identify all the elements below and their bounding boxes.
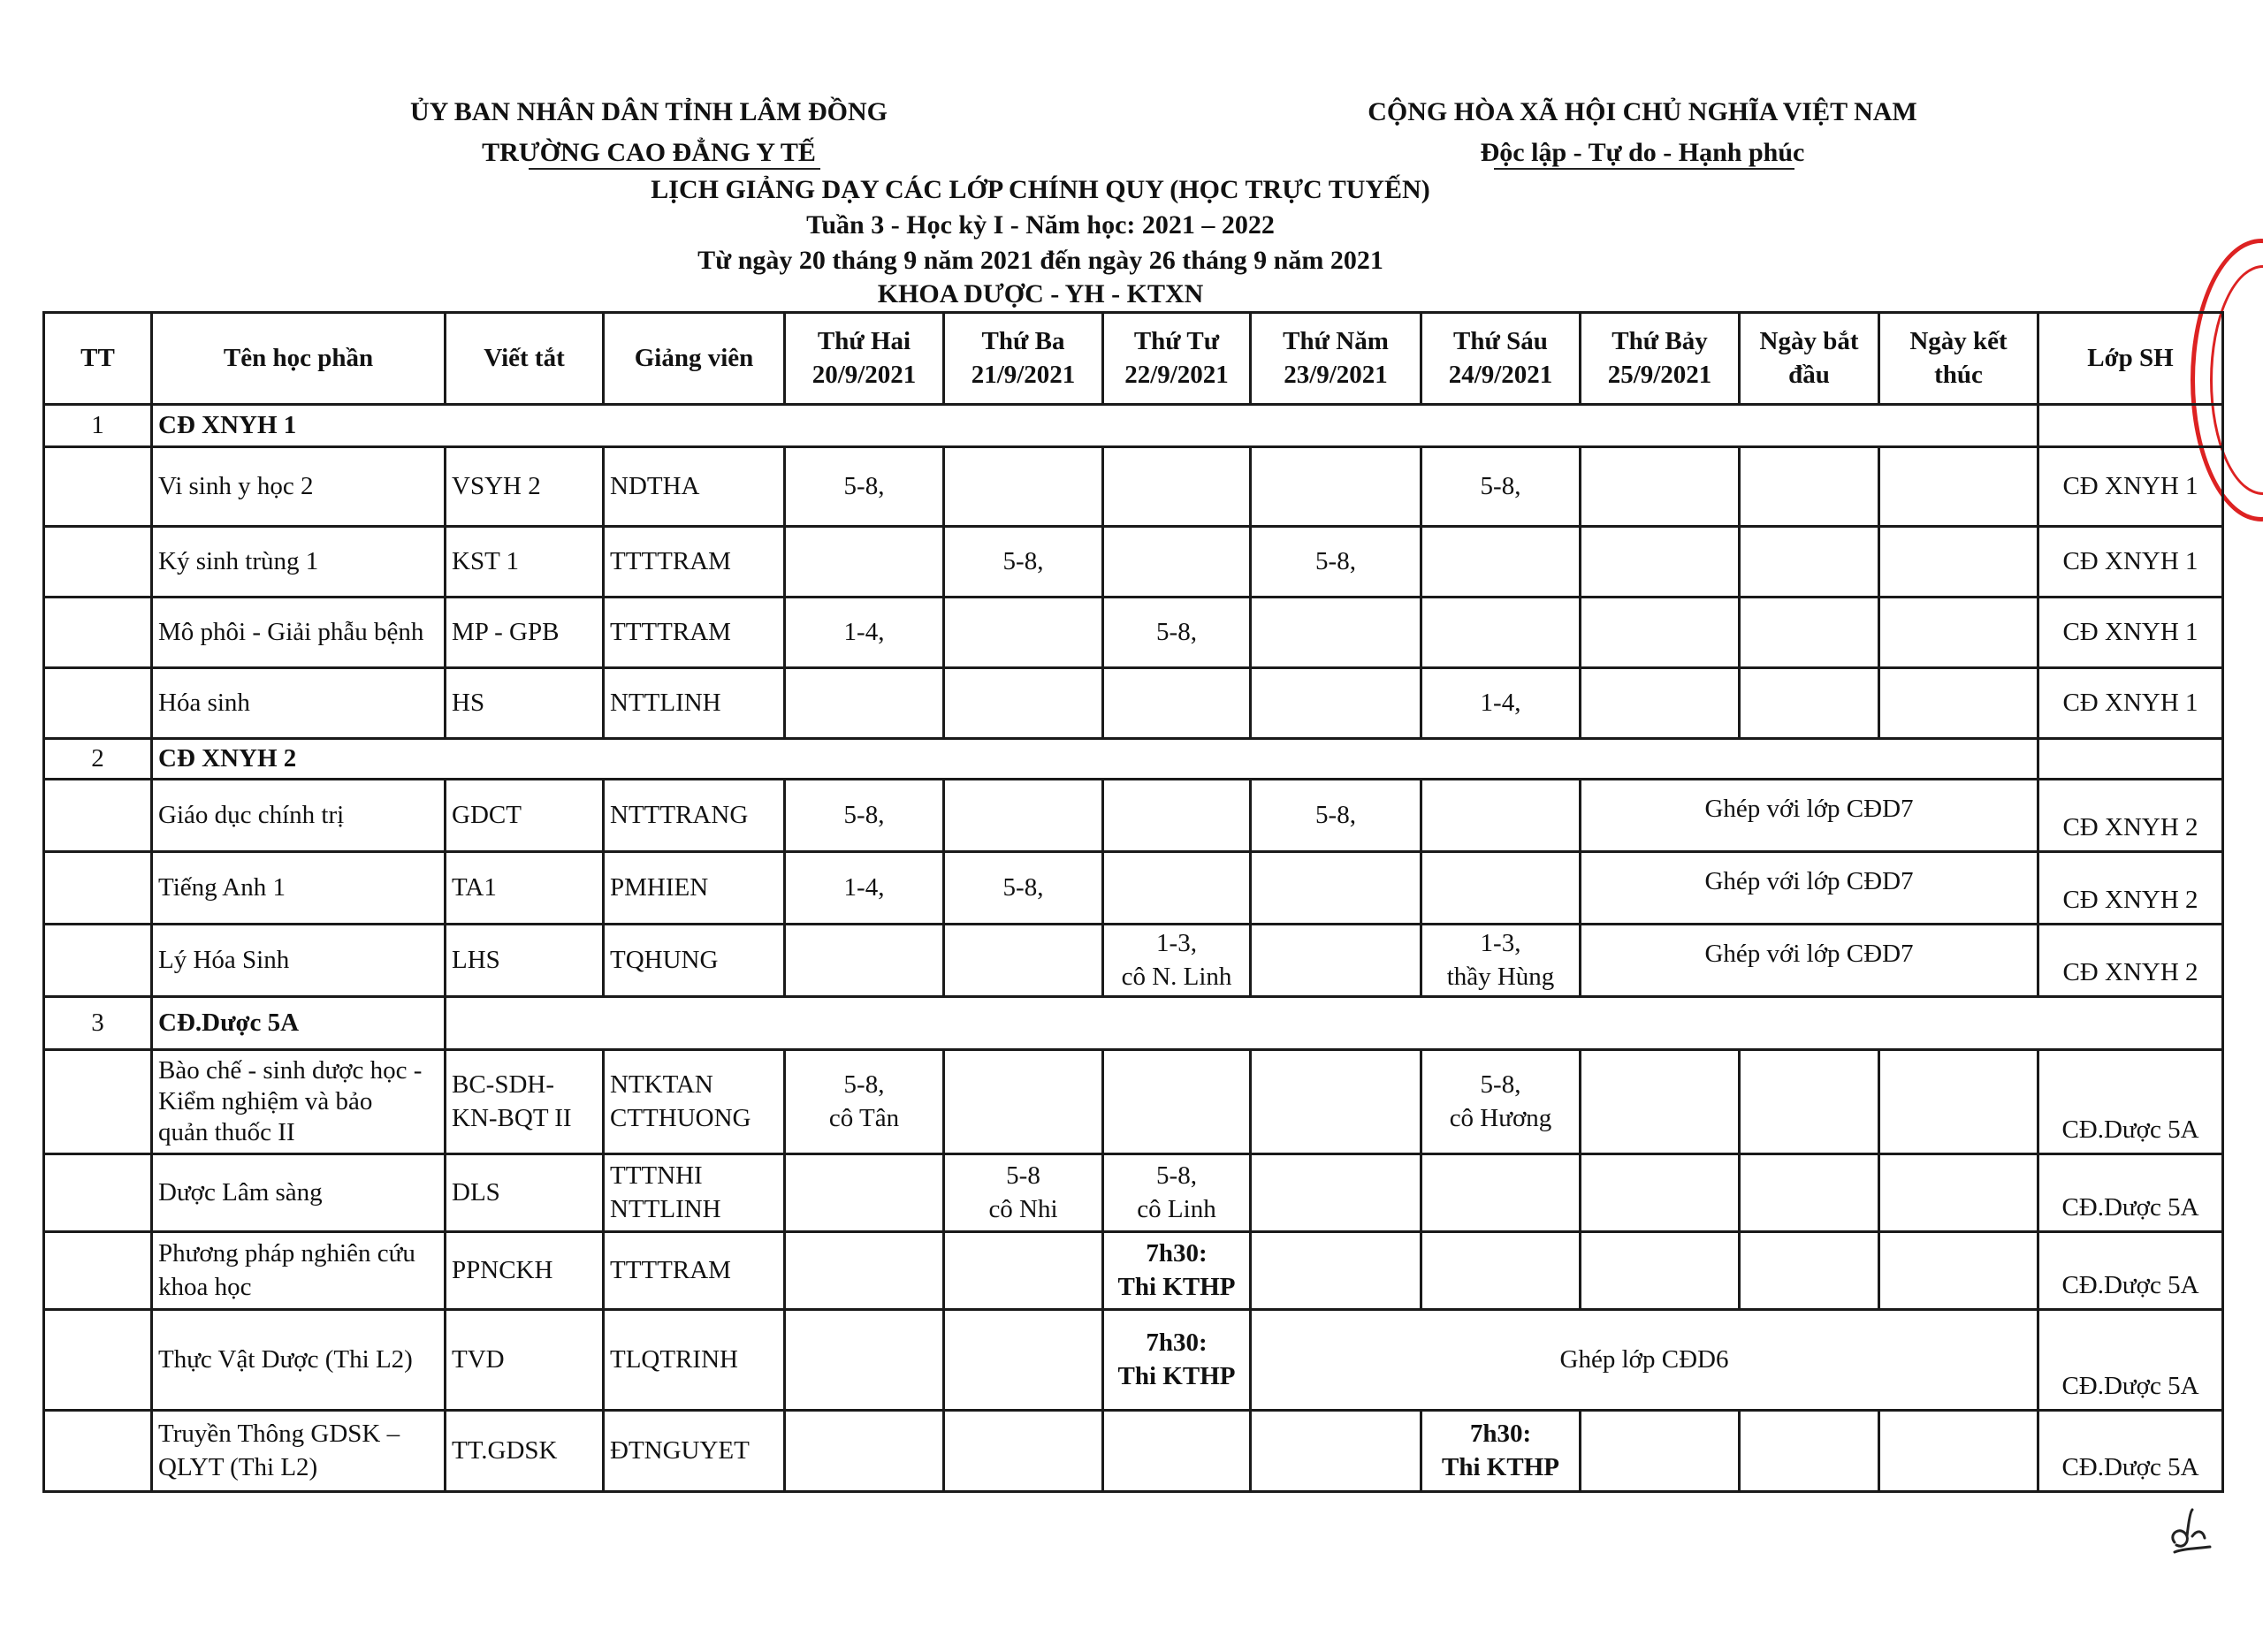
monday-cell: [785, 1232, 944, 1310]
class-cell: CĐ XNYH 1: [2038, 598, 2223, 668]
saturday-cell: [1581, 598, 1740, 668]
course-name: Tiếng Anh 1: [152, 852, 446, 925]
thursday-cell: 5-8,: [1251, 780, 1421, 852]
friday-cell: 5-8,: [1421, 447, 1581, 527]
course-teacher: TTTNHI NTTLINH: [604, 1154, 785, 1232]
table-row: [44, 1411, 2223, 1492]
tuesday-cell: [944, 1411, 1103, 1492]
class-cell: CĐ XNYH 2: [2038, 780, 2223, 852]
monday-cell: [785, 1154, 944, 1232]
course-name: Phương pháp nghiên cứu khoa học: [152, 1232, 446, 1310]
tuesday-cell: 5-8 cô Nhi: [944, 1154, 1103, 1232]
course-name: Truyền Thông GDSK – QLYT (Thi L2): [152, 1411, 446, 1492]
tuesday-cell: [944, 925, 1103, 997]
friday-cell: 1-3, thầy Hùng: [1421, 925, 1581, 997]
course-name: Dược Lâm sàng: [152, 1154, 446, 1232]
wednesday-cell: [1103, 668, 1251, 739]
empty-cell: [44, 1154, 152, 1232]
table-row: [44, 852, 2223, 925]
wednesday-cell: [1103, 852, 1251, 925]
col-header-name: Tên học phần: [152, 313, 446, 405]
wednesday-cell: 5-8,: [1103, 598, 1251, 668]
end-date-cell: [1879, 1232, 2038, 1310]
empty-cell: [44, 447, 152, 527]
friday-cell: 7h30: Thi KTHP: [1421, 1411, 1581, 1492]
thursday-cell: [1251, 1411, 1421, 1492]
tuesday-cell: [944, 1050, 1103, 1154]
end-date-cell: [1879, 447, 2038, 527]
empty-cell: [44, 1232, 152, 1310]
col-header-teacher: Giảng viên: [604, 313, 785, 405]
end-date-cell: [1879, 1411, 2038, 1492]
col-header-tt: TT: [44, 313, 152, 405]
monday-cell: [785, 925, 944, 997]
course-teacher: TTTTRAM: [604, 1232, 785, 1310]
monday-cell: [785, 1411, 944, 1492]
empty-cell: [44, 1411, 152, 1492]
monday-cell: 5-8,: [785, 780, 944, 852]
course-abbr: HS: [446, 668, 604, 739]
class-cell: CĐ XNYH 1: [2038, 527, 2223, 598]
course-abbr: BC-SDH- KN-BQT II: [446, 1050, 604, 1154]
empty-cell: [44, 1050, 152, 1154]
group-number: 2: [44, 739, 152, 780]
class-cell: CĐ XNYH 1: [2038, 668, 2223, 739]
class-cell: CĐ.Dược 5A: [2038, 1050, 2223, 1154]
thursday-cell: [1251, 598, 1421, 668]
thursday-cell: [1251, 447, 1421, 527]
group-row: [44, 405, 2223, 447]
thursday-cell: [1251, 668, 1421, 739]
saturday-cell: [1581, 1050, 1740, 1154]
wednesday-cell: [1103, 1411, 1251, 1492]
table-row: [44, 598, 2223, 668]
col-header-thursday: Thứ Năm 23/9/2021: [1251, 313, 1421, 405]
course-name: Giáo dục chính trị: [152, 780, 446, 852]
course-name: Vi sinh y học 2: [152, 447, 446, 527]
wednesday-cell: 7h30: Thi KTHP: [1103, 1232, 1251, 1310]
right-header-country: CỘNG HÒA XÃ HỘI CHỦ NGHĨA VIỆT NAM: [1368, 97, 1917, 126]
handwritten-initials-signature: [2157, 1494, 2228, 1564]
col-header-end-date: Ngày kết thúc: [1879, 313, 2038, 405]
monday-cell: 5-8,: [785, 447, 944, 527]
end-date-cell: [1879, 1154, 2038, 1232]
empty-cell: [44, 598, 152, 668]
monday-cell: 1-4,: [785, 598, 944, 668]
friday-cell: 1-4,: [1421, 668, 1581, 739]
empty-cell: [2038, 405, 2223, 447]
thursday-cell: [1251, 925, 1421, 997]
tuesday-cell: [944, 668, 1103, 739]
saturday-cell: [1581, 1154, 1740, 1232]
merged-class-note: Ghép lớp CĐD6: [1251, 1310, 2038, 1411]
merged-class-note: Ghép với lớp CĐD7: [1581, 925, 2038, 997]
start-date-cell: [1740, 527, 1879, 598]
course-abbr: TVD: [446, 1310, 604, 1411]
wednesday-cell: 7h30: Thi KTHP: [1103, 1310, 1251, 1411]
course-teacher: NTTTRANG: [604, 780, 785, 852]
course-teacher: NTTLINH: [604, 668, 785, 739]
saturday-cell: [1581, 1411, 1740, 1492]
empty-cell: [44, 668, 152, 739]
friday-cell: 5-8, cô Hương: [1421, 1050, 1581, 1154]
course-teacher: TLQTRINH: [604, 1310, 785, 1411]
tuesday-cell: 5-8,: [944, 852, 1103, 925]
empty-cell: [44, 852, 152, 925]
saturday-cell: [1581, 527, 1740, 598]
course-teacher: ĐTNGUYET: [604, 1411, 785, 1492]
end-date-cell: [1879, 527, 2038, 598]
friday-cell: [1421, 598, 1581, 668]
table-row: [44, 1232, 2223, 1310]
monday-cell: [785, 1310, 944, 1411]
course-teacher: NTKTAN CTTHUONG: [604, 1050, 785, 1154]
wednesday-cell: 5-8, cô Linh: [1103, 1154, 1251, 1232]
thursday-cell: [1251, 1050, 1421, 1154]
monday-cell: 5-8, cô Tân: [785, 1050, 944, 1154]
thursday-cell: [1251, 852, 1421, 925]
class-cell: CĐ XNYH 2: [2038, 925, 2223, 997]
class-cell: CĐ.Dược 5A: [2038, 1411, 2223, 1492]
class-cell: CĐ XNYH 1: [2038, 447, 2223, 527]
wednesday-cell: 1-3, cô N. Linh: [1103, 925, 1251, 997]
tuesday-cell: [944, 598, 1103, 668]
empty-cell: [2038, 739, 2223, 780]
group-name: CĐ.Dược 5A: [152, 997, 446, 1050]
friday-cell: [1421, 527, 1581, 598]
tuesday-cell: 5-8,: [944, 527, 1103, 598]
wednesday-cell: [1103, 447, 1251, 527]
table-row: [44, 447, 2223, 527]
col-header-class: Lớp SH: [2038, 313, 2223, 405]
table-row: [44, 668, 2223, 739]
col-header-saturday: Thứ Bảy 25/9/2021: [1581, 313, 1740, 405]
friday-cell: [1421, 1232, 1581, 1310]
right-header-underline: [1494, 168, 1794, 170]
saturday-cell: [1581, 668, 1740, 739]
thursday-cell: [1251, 1232, 1421, 1310]
merged-class-note: Ghép với lớp CĐD7: [1581, 852, 2038, 925]
friday-cell: [1421, 780, 1581, 852]
table-row: [44, 1310, 2223, 1411]
right-header-motto: Độc lập - Tự do - Hạnh phúc: [1480, 138, 1805, 167]
col-header-friday: Thứ Sáu 24/9/2021: [1421, 313, 1581, 405]
course-teacher: TTTTRAM: [604, 527, 785, 598]
course-abbr: DLS: [446, 1154, 604, 1232]
col-header-monday: Thứ Hai 20/9/2021: [785, 313, 944, 405]
table-row: [44, 780, 2223, 852]
thursday-cell: 5-8,: [1251, 527, 1421, 598]
empty-cell: [44, 780, 152, 852]
group-name: CĐ XNYH 1: [152, 405, 2038, 447]
course-name: Lý Hóa Sinh: [152, 925, 446, 997]
saturday-cell: [1581, 1232, 1740, 1310]
monday-cell: [785, 668, 944, 739]
course-abbr: TT.GDSK: [446, 1411, 604, 1492]
course-teacher: TQHUNG: [604, 925, 785, 997]
monday-cell: 1-4,: [785, 852, 944, 925]
class-cell: CĐ.Dược 5A: [2038, 1232, 2223, 1310]
end-date-cell: [1879, 668, 2038, 739]
course-abbr: LHS: [446, 925, 604, 997]
tuesday-cell: [944, 780, 1103, 852]
empty-cell: [44, 925, 152, 997]
start-date-cell: [1740, 1154, 1879, 1232]
course-teacher: NDTHA: [604, 447, 785, 527]
start-date-cell: [1740, 598, 1879, 668]
table-row: [44, 1050, 2223, 1154]
wednesday-cell: [1103, 1050, 1251, 1154]
col-header-abbr: Viết tắt: [446, 313, 604, 405]
monday-cell: [785, 527, 944, 598]
empty-cell: [446, 997, 2223, 1050]
group-row: [44, 997, 2223, 1050]
course-name: Mô phôi - Giải phẫu bệnh: [152, 598, 446, 668]
col-header-tuesday: Thứ Ba 21/9/2021: [944, 313, 1103, 405]
course-abbr: VSYH 2: [446, 447, 604, 527]
thursday-cell: [1251, 1154, 1421, 1232]
department: KHOA DƯỢC - YH - KTXN: [877, 279, 1204, 308]
col-header-wednesday: Thứ Tư 22/9/2021: [1103, 313, 1251, 405]
col-header-start-date: Ngày bắt đầu: [1740, 313, 1879, 405]
group-number: 3: [44, 997, 152, 1050]
start-date-cell: [1740, 1411, 1879, 1492]
end-date-cell: [1879, 598, 2038, 668]
tuesday-cell: [944, 1232, 1103, 1310]
table-row: [44, 925, 2223, 997]
course-name: Ký sinh trùng 1: [152, 527, 446, 598]
left-header-underline: [529, 168, 820, 170]
course-name: Bào chế - sinh dược học - Kiểm nghiệm và bảo quản thuốc II: [152, 1050, 446, 1154]
end-date-cell: [1879, 1050, 2038, 1154]
merged-class-note: Ghép với lớp CĐD7: [1581, 780, 2038, 852]
friday-cell: [1421, 1154, 1581, 1232]
empty-cell: [44, 527, 152, 598]
week-subtitle: Tuần 3 - Học kỳ I - Năm học: 2021 – 2022: [806, 210, 1275, 240]
group-row: [44, 739, 2223, 780]
empty-cell: [44, 1310, 152, 1411]
schedule-table: [42, 311, 2224, 1493]
tuesday-cell: [944, 1310, 1103, 1411]
group-name: CĐ XNYH 2: [152, 739, 2038, 780]
class-cell: CĐ.Dược 5A: [2038, 1154, 2223, 1232]
course-name: Hóa sinh: [152, 668, 446, 739]
tuesday-cell: [944, 447, 1103, 527]
start-date-cell: [1740, 447, 1879, 527]
course-name: Thực Vật Dược (Thi L2): [152, 1310, 446, 1411]
left-header-authority: ỦY BAN NHÂN DÂN TỈNH LÂM ĐỒNG: [409, 97, 888, 126]
saturday-cell: [1581, 447, 1740, 527]
wednesday-cell: [1103, 527, 1251, 598]
class-cell: CĐ.Dược 5A: [2038, 1310, 2223, 1411]
start-date-cell: [1740, 1050, 1879, 1154]
group-number: 1: [44, 405, 152, 447]
wednesday-cell: [1103, 780, 1251, 852]
left-header-school: TRƯỜNG CAO ĐẲNG Y TẾ: [482, 138, 816, 167]
course-abbr: MP - GPB: [446, 598, 604, 668]
start-date-cell: [1740, 668, 1879, 739]
friday-cell: [1421, 852, 1581, 925]
table-header-row: [44, 313, 2223, 405]
course-abbr: PPNCKH: [446, 1232, 604, 1310]
course-abbr: GDCT: [446, 780, 604, 852]
course-abbr: KST 1: [446, 527, 604, 598]
start-date-cell: [1740, 1232, 1879, 1310]
page-title: LỊCH GIẢNG DẠY CÁC LỚP CHÍNH QUY (HỌC TRỰC TUYẾN): [651, 175, 1430, 204]
date-range: Từ ngày 20 tháng 9 năm 2021 đến ngày 26 tháng 9 năm 2021: [697, 246, 1383, 275]
course-abbr: TA1: [446, 852, 604, 925]
table-row: [44, 1154, 2223, 1232]
class-cell: CĐ XNYH 2: [2038, 852, 2223, 925]
course-teacher: PMHIEN: [604, 852, 785, 925]
table-row: [44, 527, 2223, 598]
course-teacher: TTTTRAM: [604, 598, 785, 668]
